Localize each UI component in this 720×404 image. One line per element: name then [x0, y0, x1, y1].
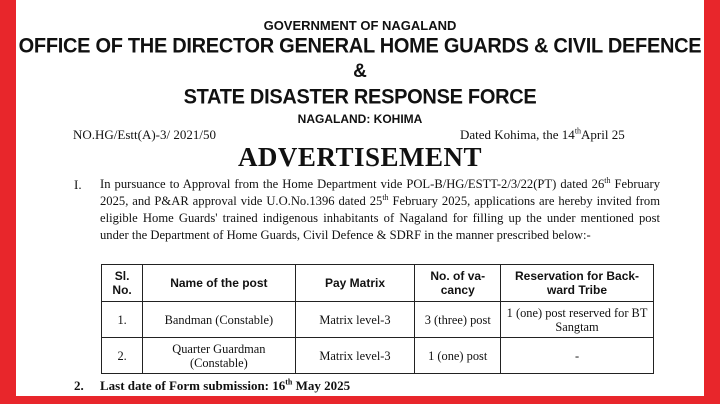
header-pay-matrix: Pay Matrix: [295, 265, 415, 302]
posts-table: [101, 264, 654, 374]
cell-post: Quarter Guardman (Constable): [143, 338, 295, 374]
item-1-paragraph: In pursuance to Approval from the Home Department vide POL-B/HG/ESTT-2/3/22(PT) dated 26th February 2025, and P&AR approval vide U.O.No.1396 dated 25th February 2025, applications are hereby invited from eligible Home Guards' trained indigenous inhabitants of Nagaland for filling up the under mentioned post under the Department of Home Guards, Civil Defence & SDRF in the manner prescribed below:-: [100, 175, 660, 242]
reference-number: NO.HG/Estt(A)-3/ 2021/50: [73, 127, 216, 142]
page-title: ADVERTISEMENT: [237, 142, 483, 172]
table-row: [102, 302, 654, 338]
header-sl-no: Sl. No.: [102, 265, 143, 302]
submission-deadline: Last date of Form submission: 16th May 2025: [100, 377, 351, 393]
cell-sl: 2.: [102, 338, 143, 374]
cell-vacancy: 3 (three) post: [415, 302, 501, 338]
table-row: [102, 338, 654, 374]
force-heading: STATE DISASTER RESPONSE FORCE: [183, 85, 537, 109]
cell-reservation: 1 (one) post reserved for BT Sangtam: [501, 302, 654, 338]
cell-pay: Matrix level-3: [295, 302, 415, 338]
item-1-numeral: I.: [74, 177, 82, 192]
header-vacancy: No. of va- cancy: [415, 265, 501, 302]
issue-date: Dated Kohima, the 14thApril 25: [460, 126, 625, 142]
header-post-name: Name of the post: [143, 265, 295, 302]
cell-sl: 1.: [102, 302, 143, 338]
cell-vacancy: 1 (one) post: [415, 338, 501, 374]
cell-pay: Matrix level-3: [295, 338, 415, 374]
item-2-numeral: 2.: [74, 378, 84, 393]
table-header-row: [102, 265, 654, 302]
government-heading: GOVERNMENT OF NAGALAND: [263, 18, 457, 33]
document-page: [16, 0, 704, 396]
cell-post: Bandman (Constable): [143, 302, 295, 338]
header-reservation: Reservation for Back- ward Tribe: [501, 265, 654, 302]
ampersand-line: &: [353, 61, 367, 82]
office-heading: OFFICE OF THE DIRECTOR GENERAL HOME GUARDS & CIVIL DEFENCE: [18, 34, 702, 58]
cell-reservation: -: [501, 338, 654, 374]
location-heading: NAGALAND: KOHIMA: [297, 112, 423, 126]
